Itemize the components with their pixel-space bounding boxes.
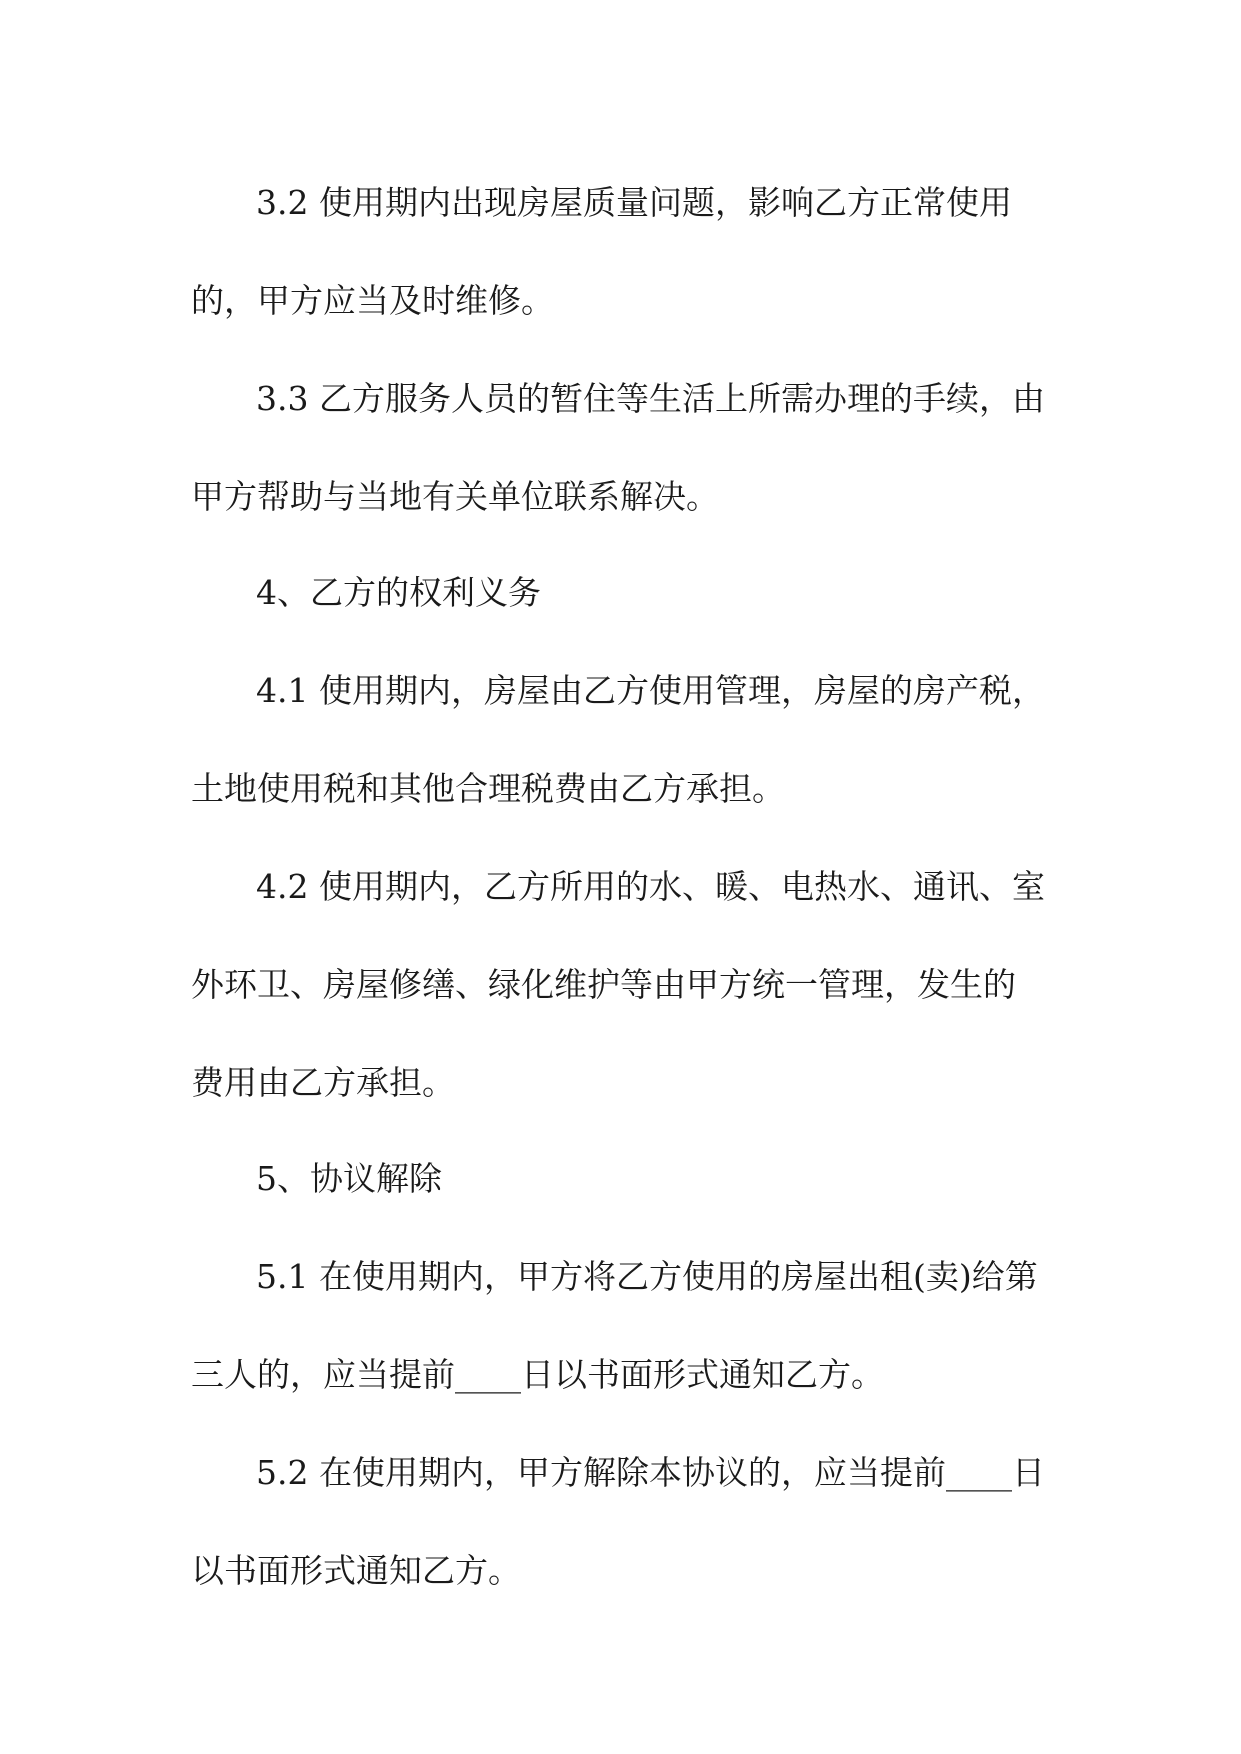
clause-5-2-line-1: 5.2 在使用期内，甲方解除本协议的，应当提前____日: [256, 1453, 1045, 1492]
clause-4-1-line-2: 土地使用税和其他合理税费由乙方承担。: [191, 769, 785, 808]
section-4-heading: 4、乙方的权利义务: [256, 573, 541, 612]
clause-3-3-line-1: 3.3 乙方服务人员的暂住等生活上所需办理的手续，由: [256, 379, 1045, 418]
clause-4-2-line-2: 外环卫、房屋修缮、绿化维护等由甲方统一管理，发生的: [191, 965, 1016, 1004]
clause-4-2-line-1: 4.2 使用期内，乙方所用的水、暖、电热水、通讯、室: [256, 867, 1045, 906]
clause-3-2-line-2: 的，甲方应当及时维修。: [191, 281, 554, 320]
clause-5-2-line-2: 以书面形式通知乙方。: [191, 1551, 521, 1590]
clause-5-1-line-2: 三人的，应当提前____日以书面形式通知乙方。: [191, 1355, 884, 1394]
clause-4-1-line-1: 4.1 使用期内，房屋由乙方使用管理，房屋的房产税，: [256, 671, 1045, 710]
section-5-heading: 5、协议解除: [256, 1159, 442, 1198]
clause-3-3-line-2: 甲方帮助与当地有关单位联系解决。: [191, 477, 719, 516]
clause-4-2-line-3: 费用由乙方承担。: [191, 1063, 455, 1102]
clause-3-2-line-1: 3.2 使用期内出现房屋质量问题，影响乙方正常使用: [256, 183, 1012, 222]
clause-5-1-line-1: 5.1 在使用期内，甲方将乙方使用的房屋出租(卖)给第: [256, 1257, 1038, 1296]
